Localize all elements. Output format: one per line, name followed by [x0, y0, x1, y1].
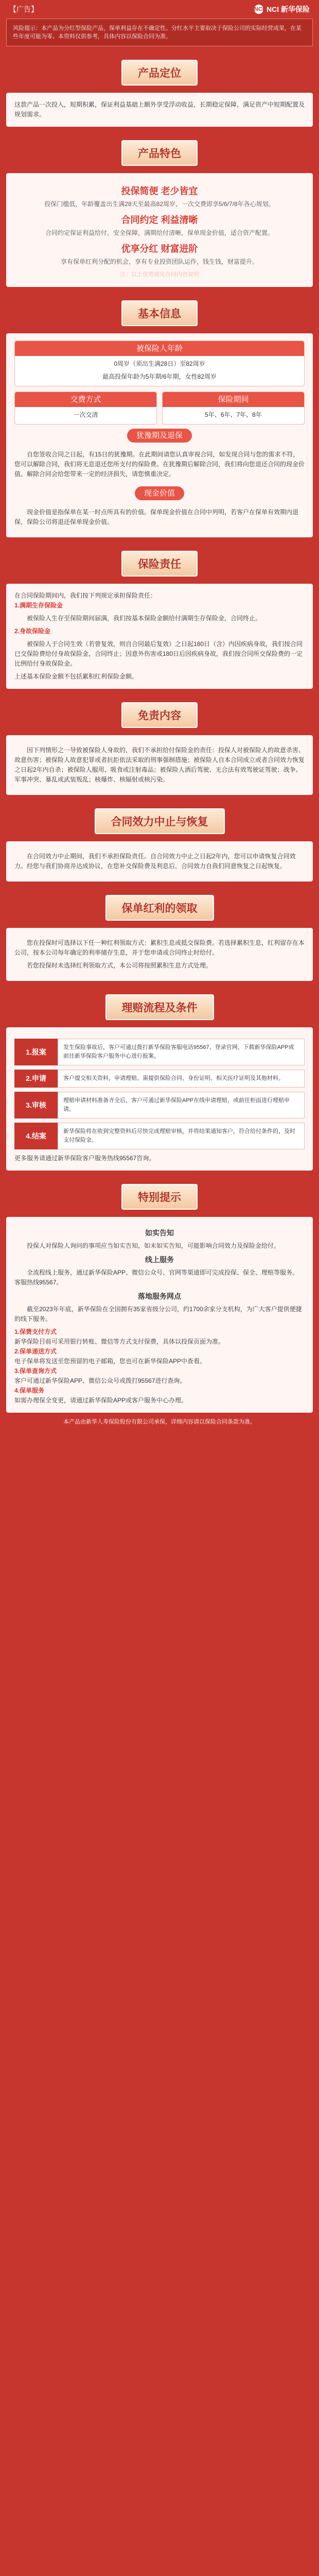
age-value: 0周岁（须出生满28日）至82周岁	[114, 360, 205, 367]
claim-note: 更多服务请通过新华保险客户服务热线95567咨询。	[14, 1155, 155, 1162]
claim-step-text-4: 新华保险将在收到完整资料后尽快完成理赔审核，并将结果通知客户，符合给付条件的，及时支付保险金。	[58, 1123, 305, 1149]
pay-value: 一次交清	[73, 411, 98, 418]
exemption-card	[6, 735, 313, 795]
claim-step-label-3: 3.审核	[14, 1092, 58, 1118]
intro-card	[6, 93, 313, 127]
exemption-text: 因下列情形之一导致被保险人身故的，我们不承担给付保险金的责任：投保人对被保险人的故意杀害、故意伤害；被保险人故意犯罪或者抗拒依法采取的刑事强制措施；被保险人自本合同成立或者合同效力恢复之日起2年内自杀；被保险人服用、吸食或注射毒品；被保险人酒后驾驶、无合法有效驾驶证驾驶；战争、军事冲突、暴乱或武装叛乱；核爆炸、核辐射或核污染。	[14, 747, 305, 783]
period-value: 5年、6年、7年、8年	[205, 411, 262, 418]
faq-a-2: 电子保单将发送至您预留的电子邮箱，您也可在新华保险APP中查看。	[14, 1358, 206, 1365]
section-title-basic: 基本信息	[0, 300, 319, 326]
cash-text: 现金价值是指保单在某一时点所具有的价值。保单现金价值在合同中列明，若客户在保单有效期内退保，保险公司将退还保单现金价值。	[14, 509, 299, 526]
suspension-card	[6, 841, 313, 882]
faq-a-1: 新华保险目前可采用银行转账、微信等方式支付保费，具体以投保页面为准。	[14, 1338, 225, 1345]
feature-desc-1: 投保门槛低，年龄覆盖出生满28天至最高82周岁，一次交费即享5/6/7/8年各心规划。	[44, 200, 275, 208]
faq-q-3: 3.保单查询方式	[14, 1367, 57, 1375]
brand-name: NCI 新华保险	[267, 5, 310, 13]
dividend-card	[6, 928, 313, 981]
section-title-features: 产品特色	[0, 140, 319, 166]
claim-step-4	[14, 1123, 305, 1149]
dividend-note: 若您投保时未选择红利领取方式，本公司将按照累积生息方式处理。	[27, 962, 212, 969]
footer-text: 本产品由新华人寿保险股份有限公司承保，详细内容请以保险合同条款为准。	[63, 1419, 256, 1425]
basic-card	[6, 333, 313, 537]
special-offline-text: 截至2023年年底，新华保险在全国拥有35家省级分公司，约1700余家分支机构，为广大客户提供便捷的线下服务。	[14, 1306, 302, 1323]
claim-step-text-1: 发生保险事故后，客户可通过拨打新华保险客服电话95567、登录官网、下载新华保险APP或前往新华保险客户服务中心进行报案。	[58, 1039, 305, 1065]
claim-step-text-3: 理赔申请材料准备齐全后，客户可通过新华保险APP在线申请理赔，或前往柜面进行理赔申请。	[58, 1092, 305, 1118]
claim-step-2	[14, 1070, 305, 1088]
liability-item-title-1: 1.满期生存保险金	[14, 602, 63, 609]
ad-label: 【广告】	[9, 5, 38, 13]
feature-title-3: 优享分红 财富进阶	[121, 244, 198, 254]
section-title-suspension: 合同效力中止与恢复	[0, 808, 319, 834]
faq-a-4: 如需办理保全变更，请通过新华保险APP或客户服务中心办理。	[14, 1397, 188, 1404]
hesitation-text: 自您签收合同之日起，有15日的犹豫期。在此期间请您认真审视合同，如发现合同与您的需求不符，您可以解除合同，我们将无息退还您所支付的保险费。在犹豫期后解除合同，我们将向您退还合同的现金价值。解除合同会给您带来一定的经济损失，请您慎重决定。	[14, 451, 305, 478]
age-box	[14, 341, 305, 386]
special-online-title: 线上服务	[145, 1256, 174, 1264]
pay-box	[14, 392, 157, 425]
suspension-text: 在合同效力中止期间，我们不承担保险责任。自合同效力中止之日起2年内，您可以申请恢复合同效力。经您与我们协商并达成协议，在您补交保险费及利息后，合同效力自我们同意恢复之日起恢复。	[14, 853, 296, 870]
brand	[254, 4, 310, 14]
feature-title-2: 合同约定 利益清晰	[121, 215, 198, 225]
liability-item-desc-2: 被保险人于合同生效（若曾复效，则自合同最后复效）之日起180日（含）内因疾病身故，我们按合同已交保险费给付身故保险金，合同终止；因意外伤害或180日后因疾病身故，我们按合同所交保险费的一定比例给付身故保险金。	[14, 640, 303, 667]
claim-card	[6, 1027, 313, 1171]
claim-step-label-1: 1.报案	[14, 1039, 58, 1065]
faq-q-4: 4.保单服务	[14, 1387, 45, 1394]
intro-text: 这款产品一次投入，短期积累，保证利益基础上额外享受浮动收益，长期稳定保障，满足资产中短期配置及规划需求。	[14, 101, 305, 118]
section-title-intro: 产品定位	[0, 60, 319, 86]
liability-note: 上述基本保险金额不包括累积红利保险金额。	[14, 673, 138, 680]
liability-intro: 在合同保险期间内，我们按下列规定承担保险责任：	[14, 592, 157, 599]
brand-logo-icon: NCI	[254, 5, 263, 14]
liability-card	[6, 584, 313, 689]
risk-warning: 风险提示：本产品为分红型保险产品，保单利益存在不确定性。分红水平主要取决于保险公司的实际经营成果，在某些年度可能为零。本资料仅供参考，具体内容以保险合同为准。	[6, 19, 313, 46]
faq-q-1: 1.保费支付方式	[14, 1328, 57, 1335]
special-how-title: 如实告知	[145, 1229, 174, 1237]
features-note: 注：以上优势请见合同内容说明	[120, 272, 199, 278]
feature-desc-2: 合同约定保证利益给付，安全保障，满期给付清晰，保单现金价值，适合资产配置。	[45, 229, 274, 236]
liability-item-desc-1: 被保险人生存至保险期间届满，我们按基本保险金额给付满期生存保险金，合同终止。	[27, 615, 262, 622]
claim-step-label-2: 2.申请	[14, 1070, 58, 1088]
section-title-exemption: 免责内容	[0, 702, 319, 728]
period-label: 保险期间	[163, 392, 304, 407]
hesitation-title: 犹豫期及退保	[127, 429, 192, 443]
pay-label: 交费方式	[15, 392, 156, 407]
age-label: 被保险人年龄	[15, 341, 304, 356]
age-value-2: 最高投保年龄为5年期/6年期，女性82周岁	[102, 373, 217, 380]
feature-desc-3: 享有保单红利分配的机会，享有专业投资团队运作，钱生钱，财富提升。	[60, 258, 258, 265]
pay-period-row	[14, 392, 305, 425]
section-title-special: 特别提示	[0, 1184, 319, 1210]
special-offline-title: 落地服务网点	[138, 1292, 181, 1300]
section-title-liability: 保险责任	[0, 551, 319, 577]
claim-step-text-2: 客户提交相关资料，申请理赔。需提供保险合同、身份证明、相关医疗证明及其他材料。	[58, 1070, 305, 1088]
special-card	[6, 1217, 313, 1413]
claim-step-3	[14, 1092, 305, 1118]
special-online-text: 全流程线上服务，通过新华保险APP、微信公众号、官网等渠道即可完成投保、保全、理赔等服务。客服热线95567。	[14, 1269, 299, 1286]
cash-title: 现金价值	[135, 486, 184, 500]
top-bar	[0, 0, 319, 19]
features-card	[6, 173, 313, 287]
feature-title-1: 投保简便 老少皆宜	[121, 186, 198, 196]
period-box	[162, 392, 305, 425]
faq-q-2: 2.保单递送方式	[14, 1348, 57, 1355]
claim-step-label-4: 4.结案	[14, 1123, 58, 1149]
dividend-text: 您在投保时可选择以下任一种红利领取方式：累积生息或抵交保险费。若选择累积生息，红利留存在本公司，按本公司每年确定的利率储存生息，并于您申请或合同终止时给付。	[14, 939, 305, 956]
faq-a-3: 客户可通过新华保险APP、微信公众号或拨打95567进行查询。	[14, 1377, 186, 1384]
special-how-text: 投保人对保险人询问的事项应当如实告知，如未如实告知，可能影响合同效力及保险金给付。	[27, 1242, 280, 1249]
liability-item-title-2: 2.身故保险金	[14, 628, 51, 635]
claim-step-1	[14, 1039, 305, 1065]
section-title-claim: 理赔流程及条件	[0, 994, 319, 1020]
section-title-dividend: 保单红利的领取	[0, 895, 319, 921]
